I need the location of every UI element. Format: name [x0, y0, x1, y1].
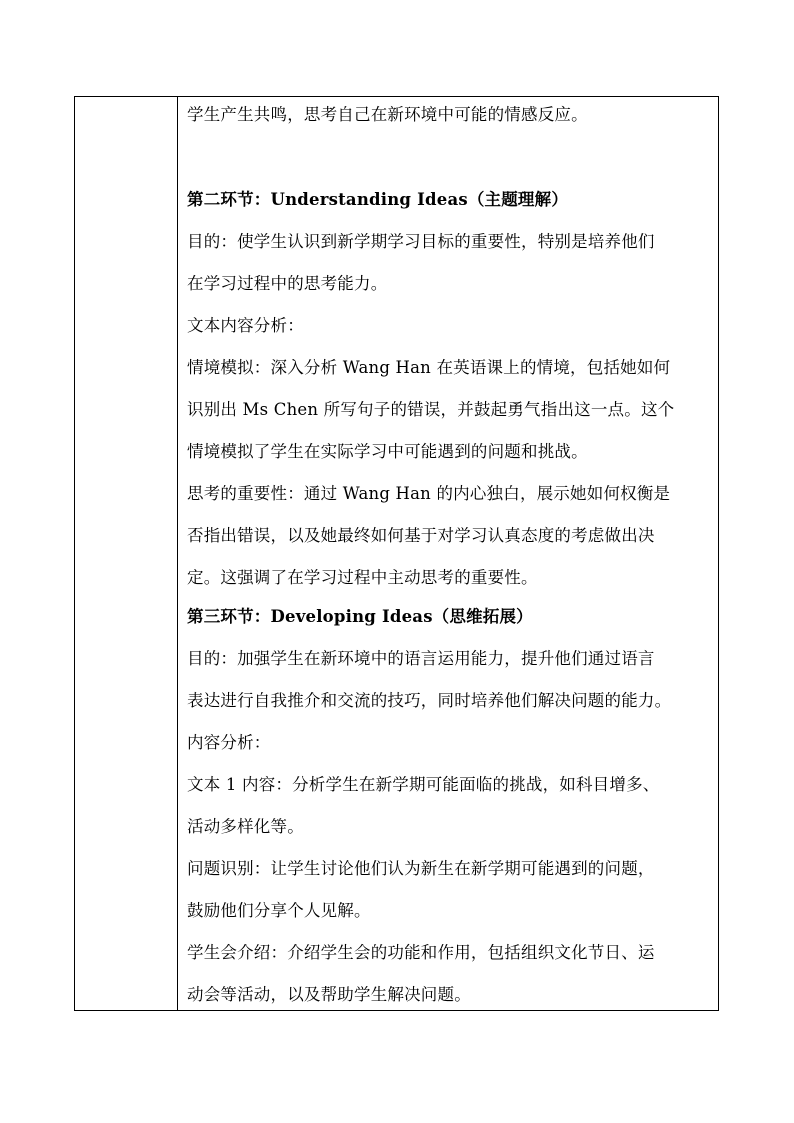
text-line: 情境模拟：深入分析 Wang Han 在英语课上的情境，包括她如何	[187, 358, 671, 377]
text-line: 目的：加强学生在新环境中的语言运用能力，提升他们通过语言	[187, 649, 655, 668]
text-line: 文本 1 内容：分析学生在新学期可能面临的挑战，如科目增多、	[187, 775, 660, 794]
lesson-table	[74, 96, 719, 1011]
text-line: 动会等活动，以及帮助学生解决问题。	[187, 985, 471, 1004]
section-heading-2: 第二环节：Understanding Ideas（主题理解）	[187, 190, 569, 209]
text-line: 学生产生共鸣，思考自己在新环境中可能的情感反应。	[187, 105, 588, 124]
section-heading-3: 第三环节：Developing Ideas（思维拓展）	[187, 607, 533, 626]
text-line: 表达进行自我推介和交流的技巧，同时培养他们解决问题的能力。	[187, 691, 672, 710]
text-line: 在学习过程中的思考能力。	[187, 274, 388, 293]
text-line: 识别出 Ms Chen 所写句子的错误，并鼓起勇气指出这一点。这个	[187, 400, 675, 419]
text-line: 内容分析：	[187, 733, 271, 752]
text-line: 问题识别：让学生讨论他们认为新生在新学期可能遇到的问题，	[187, 859, 655, 878]
text-line: 学生会介绍：介绍学生会的功能和作用，包括组织文化节日、运	[187, 943, 655, 962]
text-line: 目的：使学生认识到新学期学习目标的重要性，特别是培养他们	[187, 232, 655, 251]
text-line: 鼓励他们分享个人见解。	[187, 901, 371, 920]
table-column-divider	[177, 97, 178, 1010]
text-line: 思考的重要性：通过 Wang Han 的内心独白，展示她如何权衡是	[187, 484, 671, 503]
text-line: 情境模拟了学生在实际学习中可能遇到的问题和挑战。	[187, 442, 588, 461]
text-line: 否指出错误，以及她最终如何基于对学习认真态度的考虑做出决	[187, 526, 655, 545]
text-line: 文本内容分析：	[187, 316, 304, 335]
text-line: 定。这强调了在学习过程中主动思考的重要性。	[187, 568, 538, 587]
text-line: 活动多样化等。	[187, 817, 304, 836]
